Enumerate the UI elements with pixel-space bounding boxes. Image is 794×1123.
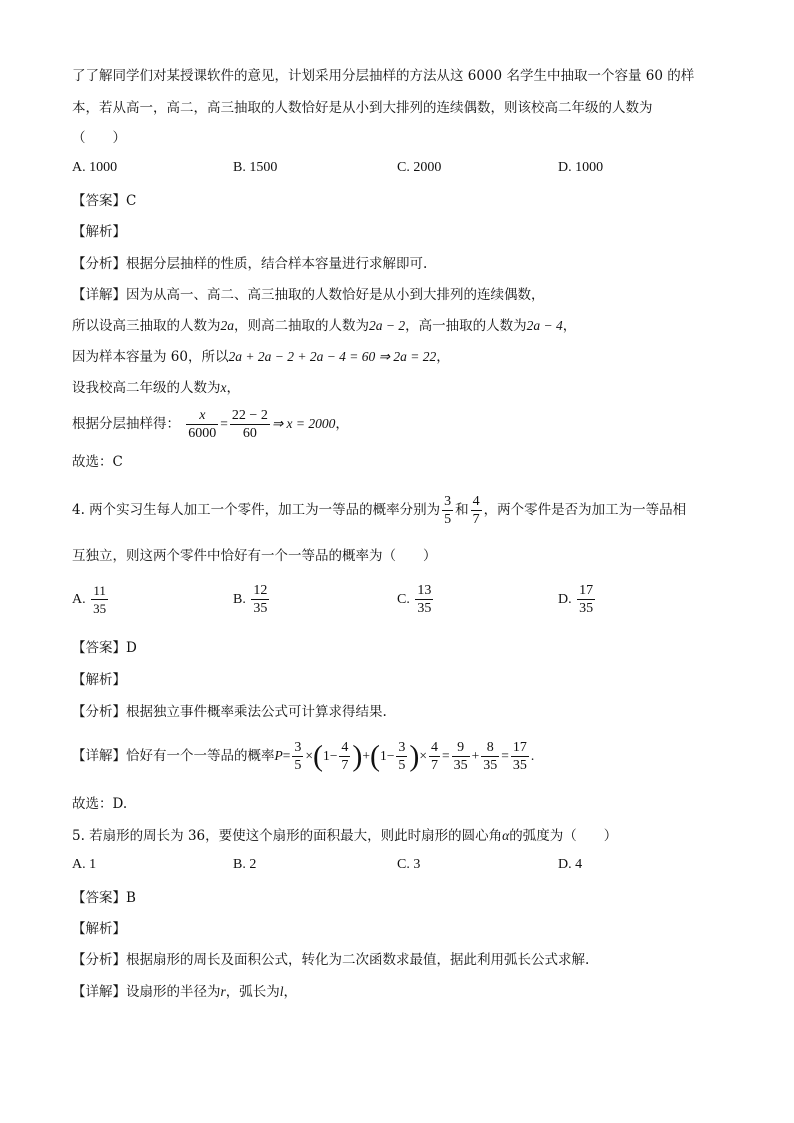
q4-option-d-frac (577, 582, 595, 617)
q4-d-frac-8-35 (481, 739, 499, 774)
q5-alpha: α (502, 828, 510, 843)
q3-frac1-den: 6000 (188, 426, 217, 441)
q4-stem-1a: 4. 两个实习生每人加工一个零件，加工为一等品的概率分别为 (72, 502, 441, 518)
q4-d-frac-3-5-b-den: 5 (398, 758, 406, 773)
q4-d-frac-3-5-b-num: 3 (398, 740, 406, 755)
q3-option-b: B. 1500 (233, 160, 278, 175)
q3-detail-3a: 因为样本容量为 60，所以 (72, 349, 229, 365)
q4-choose: 故选：D. (72, 796, 128, 812)
q4-d-frac-4-7-b-den: 7 (431, 758, 438, 773)
q4-answer: 【答案】D (72, 640, 137, 656)
q3-analysis-head: 【解析】 (72, 224, 126, 240)
q4-d-frac-4-7-b-num: 4 (431, 740, 438, 755)
q4-frac-17-den: 35 (512, 758, 527, 773)
q4-option-b-num: 12 (253, 583, 268, 599)
q5-var-r: r (220, 984, 226, 999)
q4-analysis-head: 【解析】 (72, 672, 126, 688)
q5-detail (72, 982, 297, 1002)
q3-detail-3 (72, 347, 450, 367)
q4-option-a-letter: A. (72, 592, 86, 607)
q4-d-frac-3-5-num: 3 (294, 740, 302, 755)
q3-choose: 故选：C (72, 454, 123, 470)
q4-plus-1: + (362, 748, 370, 763)
q4-d-frac-4-7-num: 4 (341, 740, 349, 755)
q4-option-a-frac (91, 582, 108, 617)
q4-d-frac-4-7 (339, 739, 350, 774)
q4-lparen-1: ( (313, 739, 323, 773)
q3-detail-2g: ， (562, 318, 577, 334)
q4-option-c-den: 35 (417, 601, 432, 617)
q3-expr-2a-2: 2a − 2 (369, 318, 406, 333)
q4-frac-9-den: 35 (453, 758, 468, 773)
q5-detail-c: ， (283, 984, 298, 1000)
q4-times-1: × (305, 748, 313, 763)
q5-analysis-head: 【解析】 (72, 921, 126, 937)
q4-option-c-letter: C. (397, 592, 410, 607)
q4-eq-3: = (501, 748, 509, 763)
q4-d-frac-4-7-b (429, 739, 440, 774)
q3-stem-line1: 了了解同学们对某授课软件的意见，计划采用分层抽样的方法从这 6000 名学生中抽取一个容量 60 的样 (72, 68, 695, 84)
q4-option-a (72, 580, 110, 620)
q4-option-b-letter: B. (233, 592, 246, 607)
q4-option-b (233, 580, 271, 620)
q3-equation: 2a + 2a − 2 + 2a − 4 = 60 ⇒ 2a = 22 (228, 349, 437, 364)
q4-option-c-num: 13 (417, 583, 432, 599)
q4-frac-4-7 (471, 493, 482, 528)
q3-frac2-den: 60 (230, 424, 270, 442)
q4-detail-a: 【详解】恰好有一个一等品的概率 (72, 748, 275, 764)
q4-fenxi: 【分析】根据独立事件概率乘法公式可计算求得结果. (72, 704, 387, 720)
q3-fraction-1 (186, 407, 218, 442)
q4-frac-17-num: 17 (512, 740, 527, 755)
q3-option-c: C. 2000 (397, 160, 442, 175)
q3-answer: 【答案】C (72, 193, 137, 209)
q4-d-frac-3-5-b (396, 739, 407, 774)
q4-option-d-num: 17 (579, 583, 594, 599)
q4-times-2: × (419, 748, 427, 763)
q5-var-l: l (279, 984, 284, 999)
q4-frac-8-den: 35 (483, 758, 498, 773)
q4-frac1-num: 3 (444, 494, 452, 509)
q4-eq-2: = (442, 748, 450, 763)
q5-option-c: C. 3 (397, 857, 421, 872)
q3-fraction-2 (230, 407, 270, 442)
q4-stem-line1 (72, 490, 686, 532)
q3-detail-4a: 设我校高二年级的人数为 (72, 380, 221, 396)
q3-result: ⇒ x = 2000 (271, 416, 336, 431)
q4-option-d-den: 35 (579, 601, 594, 617)
q4-detail-end: . (530, 748, 535, 763)
q4-rparen-1: ) (352, 739, 363, 773)
q4-d-frac-4-7-den: 7 (341, 758, 349, 773)
q4-rparen-2: ) (409, 739, 420, 773)
q4-frac-9-num: 9 (457, 740, 465, 755)
q4-option-d (558, 580, 597, 620)
q4-d-frac-17-35 (511, 739, 529, 774)
q3-detail-3c: ， (436, 349, 450, 365)
q3-detail-2e: ，高一抽取的人数为 (405, 318, 527, 334)
q5-stem (72, 826, 617, 846)
q4-one-minus-1: 1− (323, 748, 338, 763)
q3-fenxi: 【分析】根据分层抽样的性质，结合样本容量进行求解即可. (72, 256, 428, 272)
q4-stem-1b: ，两个零件是否为加工为一等品相 (483, 502, 687, 518)
q4-option-c (397, 580, 435, 620)
q4-one-minus-2: 1− (380, 748, 395, 763)
q4-plus-2: + (471, 748, 480, 763)
q3-detail-2c: ，则高二抽取的人数为 (234, 318, 369, 334)
q4-frac2-den: 7 (472, 512, 480, 527)
q4-stem-line2: 互独立，则这两个零件中恰好有一个一等品的概率为（ ） (72, 548, 437, 564)
q5-option-d: D. 4 (558, 857, 583, 872)
q5-option-a: A. 1 (72, 857, 97, 872)
q3-eq-sign: = (220, 416, 228, 431)
q3-detail-2a: 所以设高三抽取的人数为 (72, 318, 221, 334)
q3-option-a: A. 1000 (72, 160, 118, 175)
q5-fenxi: 【分析】根据扇形的周长及面积公式，转化为二次函数求最值，据此利用弧长公式求解. (72, 952, 590, 968)
q4-d-frac-3-5 (292, 739, 303, 774)
q4-option-b-den: 35 (253, 601, 268, 617)
q3-option-d: D. 1000 (558, 160, 604, 175)
q4-frac2-num: 4 (472, 494, 480, 509)
q4-option-b-frac (251, 582, 269, 617)
q4-lparen-2: ( (370, 739, 380, 773)
q5-answer: 【答案】B (72, 890, 136, 906)
q4-option-d-letter: D. (558, 592, 572, 607)
q3-frac1-num: x (199, 408, 206, 423)
q3-var-x: x (220, 380, 227, 395)
q5-stem-1a: 5. 若扇形的周长为 36，要使这个扇形的面积最大，则此时扇形的圆心角 (72, 828, 503, 844)
q4-d-frac-9-35 (452, 739, 470, 774)
q4-option-a-num: 11 (93, 583, 106, 599)
q4-option-c-frac (415, 582, 433, 617)
q4-d-frac-3-5-den: 5 (294, 758, 302, 773)
q4-option-a-den: 35 (93, 601, 107, 617)
q5-detail-a: 【详解】设扇形的半径为 (72, 984, 221, 1000)
q3-expr-2a: 2a (220, 318, 234, 333)
q3-frac2-num: 22 − 2 (231, 408, 268, 423)
q4-eq-1: = (282, 748, 291, 763)
q3-paren: （ ） (72, 130, 126, 146)
q3-stem-line2: 本，若从高一，高二，高三抽取的人数恰好是从小到大排列的连续偶数，则该校高二年级的人数为 (72, 100, 653, 116)
q3-detail-5-end: ， (335, 416, 349, 432)
q3-detail-2 (72, 316, 576, 336)
q5-stem-1b: 的弧度为（ ） (509, 828, 618, 844)
q4-detail (72, 734, 534, 780)
q3-detail-4 (72, 378, 240, 398)
q4-frac1-den: 5 (444, 512, 452, 527)
q4-frac-8-num: 8 (486, 740, 494, 755)
q3-expr-2a-4: 2a − 4 (526, 318, 563, 333)
q5-detail-b: ，弧长为 (225, 984, 280, 1000)
q4-var-p: P (274, 748, 283, 763)
q3-detail-5 (72, 404, 349, 446)
q3-detail-4c: ， (226, 380, 240, 396)
q5-option-b: B. 2 (233, 857, 257, 872)
q4-and: 和 (455, 502, 469, 518)
q4-frac-3-5 (442, 493, 453, 528)
q3-detail-5a: 根据分层抽样得： (72, 416, 180, 432)
q3-detail-1: 【详解】因为从高一、高二、高三抽取的人数恰好是从小到大排列的连续偶数， (72, 287, 545, 303)
